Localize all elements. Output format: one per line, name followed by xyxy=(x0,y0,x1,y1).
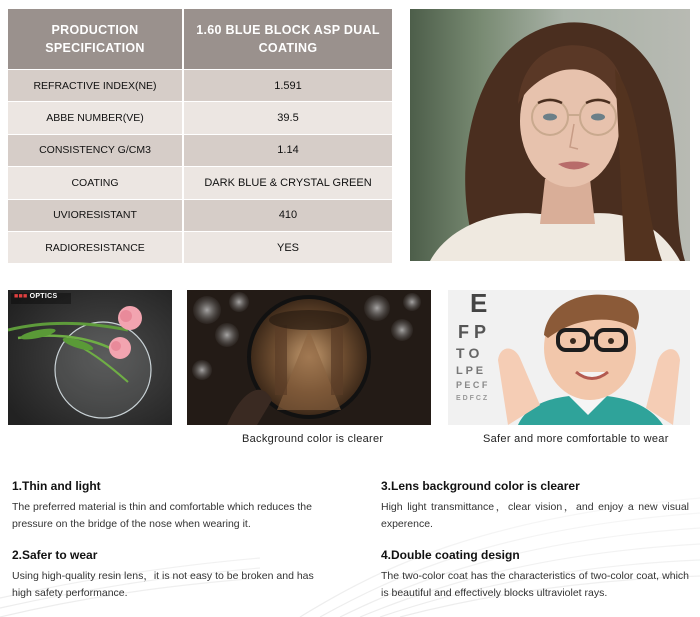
feature-thin-light xyxy=(12,479,332,533)
feature-background-clearer xyxy=(381,479,700,533)
feature-text: The two-color coat has the characteristics of two-color coat, which is beautiful and effectively blocks ultraviolet rays. xyxy=(381,570,689,599)
spec-value: YES xyxy=(184,231,392,263)
svg-text:F P: F P xyxy=(458,322,487,342)
spec-header-right: 1.60 BLUE BLOCK ASP DUAL COATING xyxy=(184,9,392,69)
svg-text:T O: T O xyxy=(456,345,480,361)
spec-label: COATING xyxy=(8,166,184,198)
spec-label: REFRACTIVE INDEX(NE) xyxy=(8,69,184,101)
spec-header-left: PRODUCTION SPECIFICATION xyxy=(8,9,184,69)
spec-value: 1.591 xyxy=(184,69,392,101)
portrait-photo xyxy=(410,9,690,261)
feature-title: 3.Lens background color is clearer xyxy=(381,479,580,493)
spec-table xyxy=(8,9,392,263)
spec-label: ABBE NUMBER(VE) xyxy=(8,101,184,133)
svg-text:E: E xyxy=(470,290,488,318)
lens-flower-photo xyxy=(8,290,172,425)
spec-value: DARK BLUE & CRYSTAL GREEN xyxy=(184,166,392,198)
spec-row xyxy=(8,69,392,101)
feature-double-coating xyxy=(381,548,700,602)
child-glasses-photo xyxy=(448,290,690,425)
feature-title: 4.Double coating design xyxy=(381,548,520,562)
feature-text: The preferred material is thin and comfortable which reduces the pressure on the bridge of the nose when wearing it. xyxy=(12,501,312,530)
spec-row xyxy=(8,231,392,263)
feature-title: 1.Thin and light xyxy=(12,479,101,493)
feature-title: 2.Safer to wear xyxy=(12,548,98,562)
caption-background-clearer: Background color is clearer xyxy=(242,433,384,445)
spec-value: 410 xyxy=(184,199,392,231)
street-lens-photo xyxy=(187,290,431,425)
svg-text:P E C F: P E C F xyxy=(456,380,488,390)
spec-value: 1.14 xyxy=(184,134,392,166)
svg-text:L P E: L P E xyxy=(456,365,484,377)
lens-brand-logo: ■■■ OPTICS xyxy=(14,293,58,300)
feature-safer-to-wear xyxy=(12,548,332,602)
spec-label: CONSISTENCY G/CM3 xyxy=(8,134,184,166)
spec-row xyxy=(8,134,392,166)
spec-value: 39.5 xyxy=(184,101,392,133)
feature-text: High light transmittance，clear vision，and enjoy a new visual experence. xyxy=(381,501,689,530)
spec-label: UVIORESISTANT xyxy=(8,199,184,231)
svg-text:E D F C Z: E D F C Z xyxy=(456,395,488,402)
spec-row xyxy=(8,199,392,231)
spec-row xyxy=(8,101,392,133)
spec-header-row xyxy=(8,9,392,69)
spec-label: RADIORESISTANCE xyxy=(8,231,184,263)
feature-text: Using high-quality resin lens，it is not easy to be broken and has high safety performance. xyxy=(12,570,314,599)
caption-safer-comfortable: Safer and more comfortable to wear xyxy=(483,433,669,445)
spec-row xyxy=(8,166,392,198)
